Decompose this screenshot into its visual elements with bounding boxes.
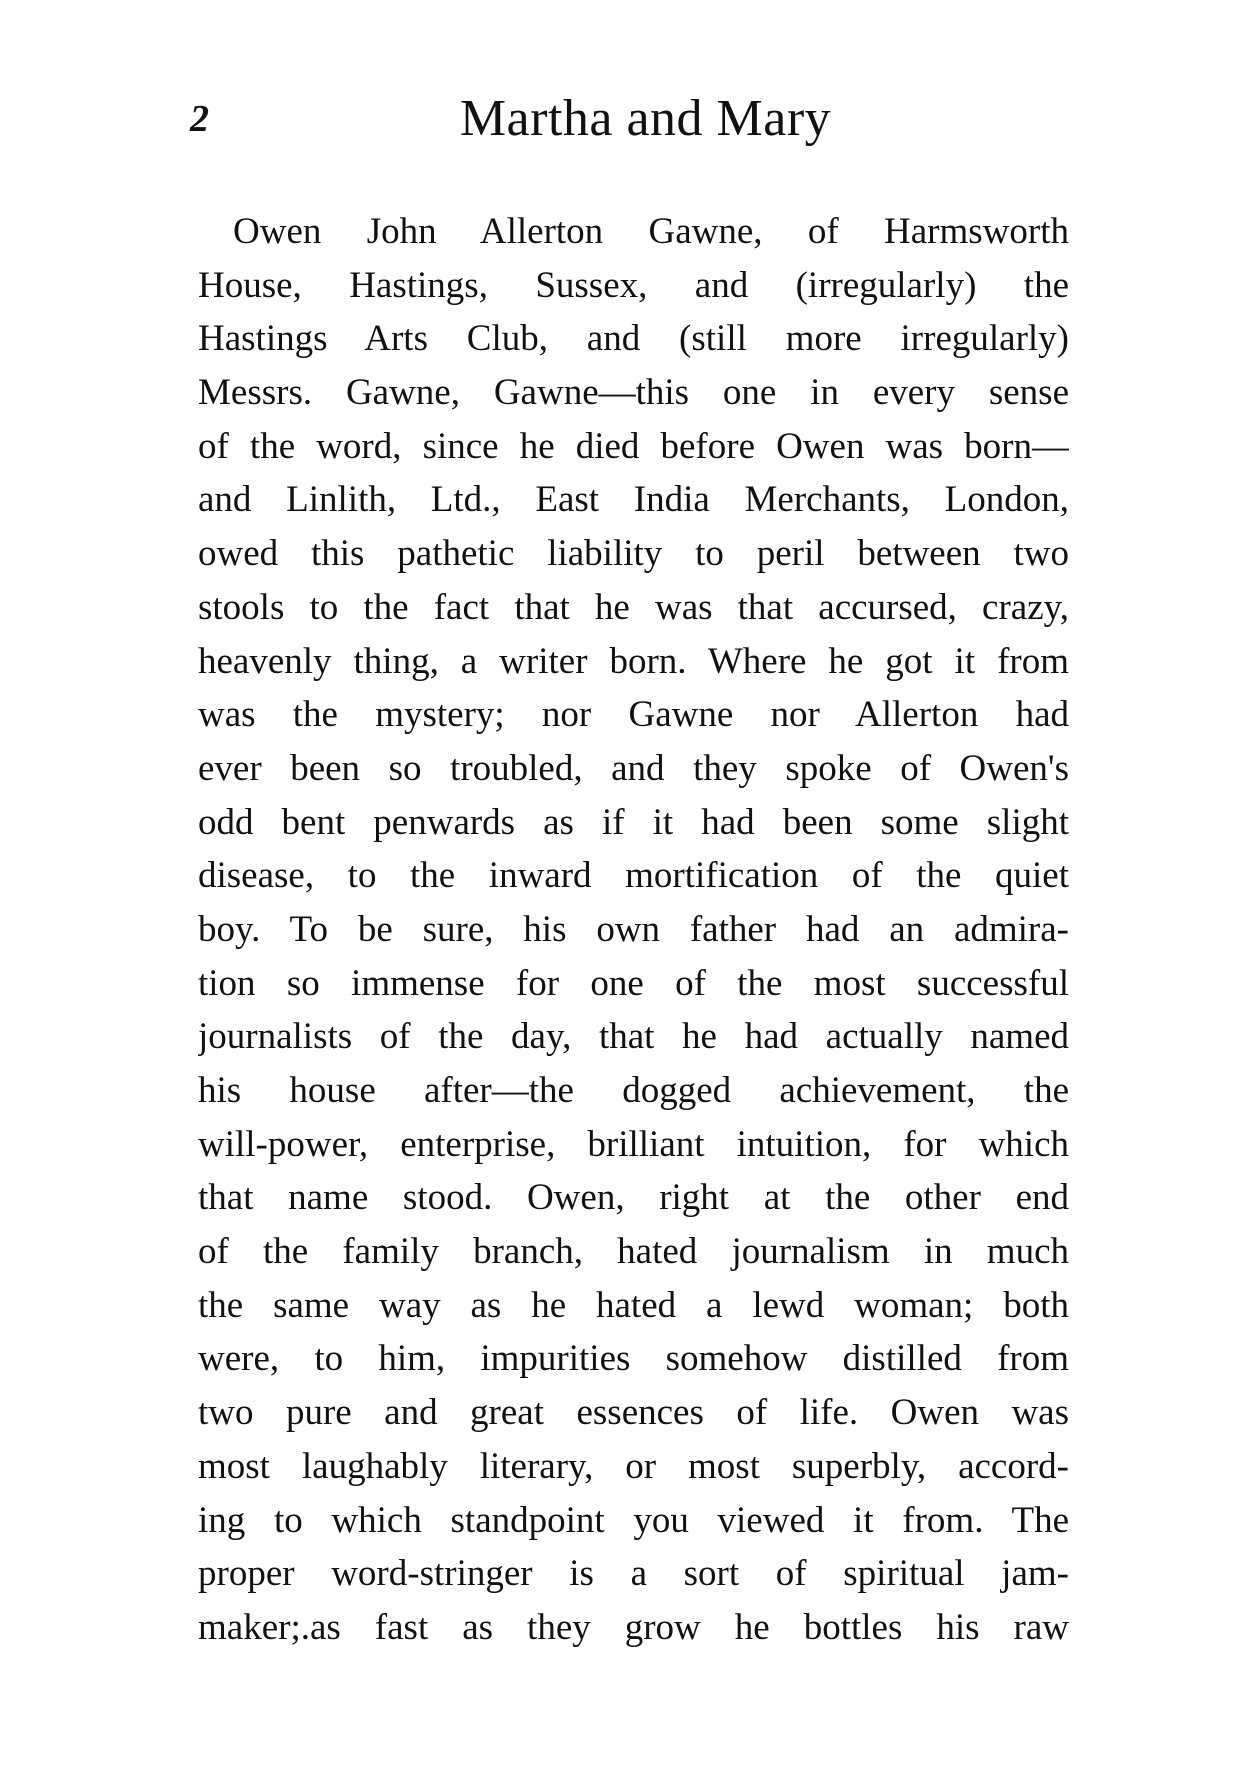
- text-line: Owen John Allerton Gawne, of Harmsworth: [233, 211, 1069, 252]
- text-line: ing to which standpoint you viewed it from. The: [198, 1499, 1069, 1541]
- text-line: maker;.as fast as they grow he bottles his raw: [198, 1606, 1069, 1648]
- text-line: journalists of the day, that he had actually named: [198, 1016, 1069, 1058]
- running-head-title: Martha and Mary: [459, 90, 832, 147]
- text-line: were, to him, impurities somehow distilled from: [198, 1338, 1069, 1380]
- text-line: heavenly thing, a writer born. Where he got it from: [198, 640, 1069, 682]
- text-line: House, Hastings, Sussex, and (irregularly) the: [198, 264, 1069, 306]
- text-line: of the family branch, hated journalism in much: [198, 1231, 1069, 1273]
- text-line: ever been so troubled, and they spoke of Owen's: [198, 747, 1069, 789]
- text-line: two pure and great essences of life. Owen was: [198, 1392, 1069, 1434]
- text-line: his house after—the dogged achievement, the: [198, 1070, 1069, 1111]
- text-line: proper word-stringer is a sort of spiritual jam-: [198, 1553, 1069, 1595]
- body-text: [198, 205, 1069, 1655]
- text-line: was the mystery; nor Gawne nor Allerton had: [198, 694, 1069, 736]
- text-line: odd bent penwards as if it had been some slight: [198, 801, 1069, 843]
- text-line: the same way as he hated a lewd woman; both: [198, 1284, 1069, 1326]
- text-line: stools to the fact that he was that accursed, crazy,: [198, 586, 1069, 628]
- text-line: that name stood. Owen, right at the other end: [198, 1177, 1069, 1219]
- text-line: disease, to the inward mortification of the quiet: [198, 855, 1069, 897]
- text-line: Hastings Arts Club, and (still more irregularly): [198, 318, 1069, 360]
- text-line: boy. To be sure, his own father had an admira-: [198, 908, 1069, 950]
- text-line: and Linlith, Ltd., East India Merchants, London,: [198, 479, 1069, 521]
- text-line: will-power, enterprise, brilliant intuition, for which: [198, 1123, 1069, 1165]
- text-line: most laughably literary, or most superbly, accord-: [198, 1445, 1069, 1487]
- text-line: owed this pathetic liability to peril between two: [198, 533, 1069, 575]
- page-number: 2: [190, 98, 209, 140]
- text-line: of the word, since he died before Owen was born—: [198, 425, 1069, 467]
- text-line: tion so immense for one of the most successful: [198, 962, 1069, 1004]
- text-line: Messrs. Gawne, Gawne—this one in every sense: [198, 372, 1069, 414]
